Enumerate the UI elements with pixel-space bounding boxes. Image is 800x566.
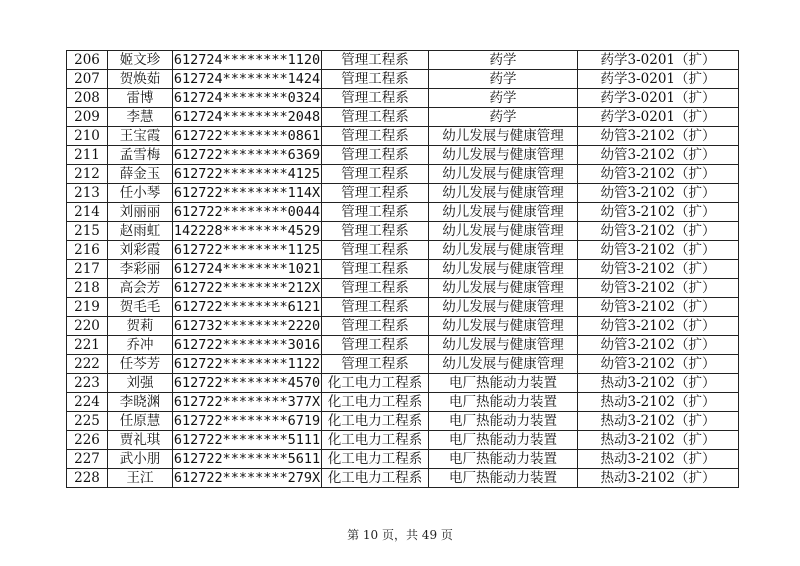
student-name-cell: 任原慧: [108, 412, 173, 431]
department-cell: 化工电力工程系: [322, 412, 429, 431]
class-cell: 幼管3-2102（扩）: [578, 184, 739, 203]
id-number-cell: 612722********1122: [173, 356, 321, 372]
department-cell: 管理工程系: [322, 146, 429, 165]
id-number-cell: 142228********4529: [173, 223, 321, 239]
student-name-cell: 李晓渊: [108, 393, 173, 412]
department-cell: 管理工程系: [322, 222, 429, 241]
id-number-cell: 612722********6369: [173, 147, 321, 163]
id-number-cell: 612724********2048: [173, 109, 321, 125]
student-name-cell: 刘强: [108, 374, 173, 393]
major-cell: 电厂热能动力装置: [429, 431, 578, 450]
class-cell: 热动3-2102（扩）: [578, 393, 739, 412]
student-name-cell: 任小琴: [108, 184, 173, 203]
table-row: [67, 469, 739, 488]
row-number-cell: 207: [67, 70, 108, 89]
class-cell: 幼管3-2102（扩）: [578, 298, 739, 317]
major-cell: 幼儿发展与健康管理: [429, 241, 578, 260]
major-cell: 幼儿发展与健康管理: [429, 336, 578, 355]
id-number-cell: 612722********4125: [173, 166, 321, 182]
student-name-cell: 刘彩霞: [108, 241, 173, 260]
major-cell: 幼儿发展与健康管理: [429, 127, 578, 146]
department-cell: 管理工程系: [322, 336, 429, 355]
department-cell: 管理工程系: [322, 184, 429, 203]
id-number-cell: 612722********6719: [173, 413, 321, 429]
student-name-cell: 刘丽丽: [108, 203, 173, 222]
class-cell: 幼管3-2102（扩）: [578, 146, 739, 165]
class-cell: 幼管3-2102（扩）: [578, 317, 739, 336]
row-number-cell: 216: [67, 241, 108, 260]
page-footer: 第 10 页，共 49 页: [347, 528, 453, 542]
major-cell: 幼儿发展与健康管理: [429, 203, 578, 222]
department-cell: 管理工程系: [322, 127, 429, 146]
id-number-cell: 612724********1424: [173, 71, 321, 87]
class-cell: 幼管3-2102（扩）: [578, 279, 739, 298]
row-number-cell: 217: [67, 260, 108, 279]
class-cell: 幼管3-2102（扩）: [578, 127, 739, 146]
id-number-cell: 612724********1120: [173, 52, 321, 68]
student-name-cell: 任芩芳: [108, 355, 173, 374]
student-name-cell: 雷博: [108, 89, 173, 108]
department-cell: 化工电力工程系: [322, 469, 429, 488]
class-cell: 药学3-0201（扩）: [578, 51, 739, 70]
department-cell: 管理工程系: [322, 241, 429, 260]
class-cell: 幼管3-2102（扩）: [578, 336, 739, 355]
table-row: [67, 317, 739, 336]
id-number-cell: 612722********377X: [173, 394, 321, 410]
major-cell: 药学: [429, 108, 578, 127]
department-cell: 管理工程系: [322, 89, 429, 108]
department-cell: 管理工程系: [322, 298, 429, 317]
row-number-cell: 224: [67, 393, 108, 412]
id-number-cell: 612722********6121: [173, 299, 321, 315]
row-number-cell: 220: [67, 317, 108, 336]
department-cell: 管理工程系: [322, 51, 429, 70]
id-number-cell: 612722********1125: [173, 242, 321, 258]
department-cell: 管理工程系: [322, 203, 429, 222]
student-name-cell: 高会芳: [108, 279, 173, 298]
table-row: [67, 203, 739, 222]
major-cell: 幼儿发展与健康管理: [429, 222, 578, 241]
major-cell: 药学: [429, 89, 578, 108]
class-cell: 热动3-2102（扩）: [578, 469, 739, 488]
id-number-cell: 612722********114X: [173, 185, 321, 201]
major-cell: 幼儿发展与健康管理: [429, 298, 578, 317]
id-number-cell: 612722********4570: [173, 375, 321, 391]
department-cell: 管理工程系: [322, 279, 429, 298]
major-cell: 电厂热能动力装置: [429, 374, 578, 393]
row-number-cell: 208: [67, 89, 108, 108]
major-cell: 幼儿发展与健康管理: [429, 317, 578, 336]
student-name-cell: 薛金玉: [108, 165, 173, 184]
department-cell: 管理工程系: [322, 355, 429, 374]
table-row: [67, 393, 739, 412]
major-cell: 幼儿发展与健康管理: [429, 355, 578, 374]
student-name-cell: 姬文珍: [108, 51, 173, 70]
department-cell: 化工电力工程系: [322, 393, 429, 412]
table-row: [67, 108, 739, 127]
department-cell: 管理工程系: [322, 260, 429, 279]
row-number-cell: 223: [67, 374, 108, 393]
row-number-cell: 215: [67, 222, 108, 241]
row-number-cell: 214: [67, 203, 108, 222]
table-row: [67, 374, 739, 393]
table-row: [67, 336, 739, 355]
row-number-cell: 210: [67, 127, 108, 146]
major-cell: 电厂热能动力装置: [429, 412, 578, 431]
class-cell: 幼管3-2102（扩）: [578, 355, 739, 374]
major-cell: 电厂热能动力装置: [429, 469, 578, 488]
student-name-cell: 武小朋: [108, 450, 173, 469]
student-name-cell: 贺焕茹: [108, 70, 173, 89]
id-number-cell: 612722********212X: [173, 280, 321, 296]
table-row: [67, 184, 739, 203]
class-cell: 热动3-2102（扩）: [578, 431, 739, 450]
row-number-cell: 212: [67, 165, 108, 184]
table-row: [67, 279, 739, 298]
table-row: [67, 431, 739, 450]
table-row: [67, 260, 739, 279]
table-row: [67, 89, 739, 108]
row-number-cell: 222: [67, 355, 108, 374]
major-cell: 药学: [429, 51, 578, 70]
row-number-cell: 206: [67, 51, 108, 70]
major-cell: 电厂热能动力装置: [429, 393, 578, 412]
student-name-cell: 孟雪梅: [108, 146, 173, 165]
row-number-cell: 221: [67, 336, 108, 355]
class-cell: 药学3-0201（扩）: [578, 108, 739, 127]
class-cell: 幼管3-2102（扩）: [578, 203, 739, 222]
row-number-cell: 227: [67, 450, 108, 469]
id-number-cell: 612722********5611: [173, 451, 321, 467]
class-cell: 幼管3-2102（扩）: [578, 260, 739, 279]
department-cell: 管理工程系: [322, 108, 429, 127]
department-cell: 化工电力工程系: [322, 450, 429, 469]
department-cell: 管理工程系: [322, 317, 429, 336]
table-row: [67, 241, 739, 260]
row-number-cell: 226: [67, 431, 108, 450]
student-name-cell: 李彩丽: [108, 260, 173, 279]
student-name-cell: 贺毛毛: [108, 298, 173, 317]
class-cell: 热动3-2102（扩）: [578, 374, 739, 393]
table-row: [67, 51, 739, 70]
table-row: [67, 222, 739, 241]
student-name-cell: 王江: [108, 469, 173, 488]
major-cell: 幼儿发展与健康管理: [429, 279, 578, 298]
class-cell: 热动3-2102（扩）: [578, 412, 739, 431]
major-cell: 幼儿发展与健康管理: [429, 260, 578, 279]
department-cell: 管理工程系: [322, 70, 429, 89]
roster-table-body: [67, 51, 739, 488]
row-number-cell: 228: [67, 469, 108, 488]
id-number-cell: 612722********5111: [173, 432, 321, 448]
table-row: [67, 146, 739, 165]
student-name-cell: 李慧: [108, 108, 173, 127]
class-cell: 热动3-2102（扩）: [578, 450, 739, 469]
student-roster-table: [66, 50, 739, 488]
department-cell: 化工电力工程系: [322, 431, 429, 450]
student-name-cell: 贾礼琪: [108, 431, 173, 450]
class-cell: 幼管3-2102（扩）: [578, 241, 739, 260]
major-cell: 幼儿发展与健康管理: [429, 184, 578, 203]
roster-sheet: [66, 50, 732, 488]
table-row: [67, 70, 739, 89]
id-number-cell: 612724********1021: [173, 261, 321, 277]
class-cell: 药学3-0201（扩）: [578, 70, 739, 89]
class-cell: 幼管3-2102（扩）: [578, 222, 739, 241]
major-cell: 幼儿发展与健康管理: [429, 146, 578, 165]
row-number-cell: 219: [67, 298, 108, 317]
major-cell: 电厂热能动力装置: [429, 450, 578, 469]
row-number-cell: 211: [67, 146, 108, 165]
id-number-cell: 612732********2220: [173, 318, 321, 334]
row-number-cell: 209: [67, 108, 108, 127]
table-row: [67, 355, 739, 374]
id-number-cell: 612722********0861: [173, 128, 321, 144]
row-number-cell: 225: [67, 412, 108, 431]
department-cell: 化工电力工程系: [322, 374, 429, 393]
table-row: [67, 412, 739, 431]
department-cell: 管理工程系: [322, 165, 429, 184]
table-row: [67, 127, 739, 146]
id-number-cell: 612724********0324: [173, 90, 321, 106]
class-cell: 药学3-0201（扩）: [578, 89, 739, 108]
major-cell: 幼儿发展与健康管理: [429, 165, 578, 184]
student-name-cell: 贺莉: [108, 317, 173, 336]
table-row: [67, 450, 739, 469]
class-cell: 幼管3-2102（扩）: [578, 165, 739, 184]
student-name-cell: 赵雨虹: [108, 222, 173, 241]
student-name-cell: 乔冲: [108, 336, 173, 355]
student-name-cell: 王宝霞: [108, 127, 173, 146]
table-row: [67, 298, 739, 317]
id-number-cell: 612722********3016: [173, 337, 321, 353]
id-number-cell: 612722********279X: [173, 470, 321, 486]
row-number-cell: 213: [67, 184, 108, 203]
table-row: [67, 165, 739, 184]
row-number-cell: 218: [67, 279, 108, 298]
major-cell: 药学: [429, 70, 578, 89]
id-number-cell: 612722********0044: [173, 204, 321, 220]
